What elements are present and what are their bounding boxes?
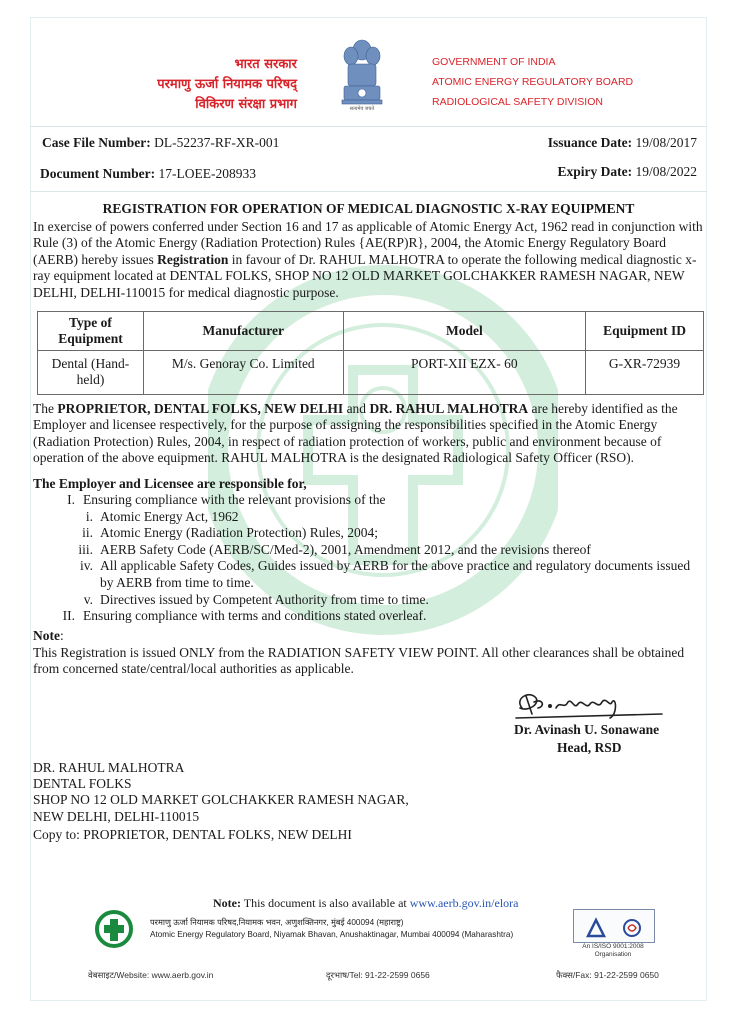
sub-list-text: Directives issued by Competent Authority from time to time. bbox=[100, 591, 429, 607]
cell-type: Dental (Hand-held) bbox=[38, 351, 144, 395]
address-line: DENTAL FOLKS bbox=[33, 776, 132, 792]
note-label: Note bbox=[33, 628, 60, 643]
footer-note-text: This document is also available at bbox=[240, 896, 410, 910]
iso-caption-line: An IS/ISO 9001:2008 bbox=[582, 943, 644, 950]
iso-certification-badge bbox=[573, 909, 655, 943]
note-text: This Registration is issued ONLY from the RADIATION SAFETY VIEW POINT. All other clearances shall be obtained from concerned state/central/local authorities as applicable. bbox=[33, 645, 685, 677]
issuance-date bbox=[548, 135, 697, 151]
expiry-date-label: Expiry Date: bbox=[557, 164, 633, 179]
english-line-board: ATOMIC ENERGY REGULATORY BOARD bbox=[432, 76, 634, 88]
case-file-value: DL-52237-RF-XR-001 bbox=[154, 135, 280, 150]
signatory-name: Dr. Avinash U. Sonawane bbox=[514, 722, 660, 737]
list-number: II. bbox=[62, 608, 75, 624]
ident-employer: PROPRIETOR, DENTAL FOLKS, NEW DELHI bbox=[57, 401, 344, 416]
emblem-motto: सत्यमेव जयते bbox=[349, 106, 375, 112]
issuance-date-value: 19/08/2017 bbox=[635, 135, 697, 150]
english-line-govt: GOVERNMENT OF INDIA bbox=[432, 56, 556, 68]
signatory-title: Head, RSD bbox=[557, 740, 622, 755]
note-heading bbox=[33, 628, 64, 644]
list-text: Ensuring compliance with the relevant provisions of the bbox=[83, 492, 386, 507]
footer-telephone: दूरभाष/Tel: 91-22-2599 0656 bbox=[326, 970, 430, 980]
elora-link[interactable]: www.aerb.gov.in/elora bbox=[409, 896, 519, 910]
sub-list-number: v. bbox=[83, 591, 93, 607]
col-header-equipment-id: Equipment ID bbox=[586, 312, 704, 351]
cell-manufacturer: M/s. Genoray Co. Limited bbox=[143, 351, 343, 395]
document-number-value: 17-LOEE-208933 bbox=[158, 166, 256, 181]
signature-icon bbox=[512, 688, 672, 724]
sub-list-text: Atomic Energy Act, 1962 bbox=[100, 508, 239, 524]
document-number bbox=[40, 166, 256, 182]
hindi-line-division: विकिरण संरक्षा प्रभाग bbox=[195, 97, 297, 112]
sub-list-number: iii. bbox=[78, 541, 93, 557]
document-number-label: Document Number: bbox=[40, 166, 156, 181]
cell-model: PORT-XII EZX- 60 bbox=[343, 351, 585, 395]
sub-list-item bbox=[33, 525, 705, 542]
intro-text-1: In exercise of powers conferred under Section 16 and 17 as applicable of Atomic Energy Act, 1962 read in conjunction with Rule (3) of the Atomic Energy (Radiation Protection) Rules {AE(RP)R}, 2004, the Atomic Energy Regulatory Board (AERB) hereby issues bbox=[33, 219, 703, 267]
table-header-row bbox=[38, 312, 704, 351]
expiry-date-value: 19/08/2022 bbox=[635, 164, 697, 179]
col-header-model: Model bbox=[343, 312, 585, 351]
iso-caption-line: Organisation bbox=[594, 951, 632, 958]
hindi-header bbox=[157, 55, 297, 115]
intro-bold-registration: Registration bbox=[157, 251, 229, 267]
iso-logos-icon bbox=[574, 910, 654, 942]
table-row bbox=[38, 351, 704, 395]
intro-paragraph bbox=[33, 219, 705, 301]
footer-note bbox=[213, 896, 518, 911]
footer-fax: फैक्स/Fax: 91-22-2599 0650 bbox=[556, 970, 659, 980]
sub-list-item bbox=[33, 558, 705, 591]
col-header-manufacturer: Manufacturer bbox=[143, 312, 343, 351]
footer-address bbox=[150, 917, 513, 941]
page-title: REGISTRATION FOR OPERATION OF MEDICAL DIAGNOSTIC X-RAY EQUIPMENT bbox=[102, 201, 635, 216]
equipment-table bbox=[37, 311, 704, 395]
hindi-line-board: परमाणु ऊर्जा नियामक परिषद् bbox=[157, 77, 297, 92]
list-item bbox=[33, 492, 705, 509]
intro-text-2: in favour of Dr. RAHUL MALHOTRA to operate the following medical diagnostic x-ray equipment located at DENTAL FOLKS, SHOP NO 12 OLD MARKET GOLCHAKKER RAMESH NAGAR, NEW DELHI, DELHI-110015 for medical diagnostic purpose. bbox=[33, 251, 697, 300]
sub-list-number: i. bbox=[85, 508, 93, 524]
sub-list-text: AERB Safety Code (AERB/SC/Med-2), 2001, Amendment 2012, and the revisions thereof bbox=[100, 541, 591, 557]
recipient-address bbox=[33, 760, 409, 825]
sub-list-item bbox=[33, 509, 705, 526]
national-emblem-icon bbox=[338, 36, 386, 116]
col-header-type: Type of Equipment bbox=[38, 312, 144, 351]
expiry-date bbox=[557, 164, 697, 180]
footer-address-english: Atomic Energy Regulatory Board, Niyamak Bhavan, Anushaktinagar, Mumbai 400094 (Maharashtra) bbox=[150, 930, 514, 939]
meta-divider bbox=[30, 191, 707, 192]
aerb-logo-icon bbox=[95, 910, 133, 948]
address-line: DR. RAHUL MALHOTRA bbox=[33, 760, 185, 775]
ident-text-3: are hereby identified as the Employer and licensee respectively, for the purpose of assigning the responsibilities specified in the Atomic Energy (Radiation Protection) Rules, 2004, in respect of radiation protection of workers, public and environment because of operation of the above equipment. RAHUL MALHOTRA is the designated Radiological Safety Officer (RSO). bbox=[33, 401, 678, 466]
footer-address-hindi: परमाणु ऊर्जा नियामक परिषद,नियामक भवन, अणुशक्तिनगर, मुंबई 400094 (महाराष्ट्र) bbox=[150, 918, 404, 927]
footer-note-label: Note: bbox=[213, 896, 241, 910]
english-line-division: RADIOLOGICAL SAFETY DIVISION bbox=[432, 96, 603, 108]
list-text: Ensuring compliance with terms and conditions stated overleaf. bbox=[83, 608, 427, 624]
responsibilities-heading: The Employer and Licensee are responsible for, bbox=[33, 476, 307, 491]
list-number: I. bbox=[67, 492, 75, 507]
english-header bbox=[432, 52, 633, 112]
identification-paragraph bbox=[33, 401, 705, 467]
sub-list-number: ii. bbox=[82, 525, 93, 541]
sub-list-number: iv. bbox=[80, 558, 93, 574]
ident-licensee: DR. RAHUL MALHOTRA bbox=[369, 401, 529, 416]
list-item bbox=[33, 608, 705, 625]
ident-text-1: The bbox=[33, 401, 58, 416]
header-divider bbox=[30, 126, 707, 127]
address-line: NEW DELHI, DELHI-110015 bbox=[33, 808, 200, 824]
copy-to: Copy to: PROPRIETOR, DENTAL FOLKS, NEW DELHI bbox=[33, 827, 352, 842]
address-line: SHOP NO 12 OLD MARKET GOLCHAKKER RAMESH NAGAR, bbox=[33, 792, 409, 808]
note-colon: : bbox=[60, 628, 64, 643]
sub-list-text: All applicable Safety Codes, Guides issued by AERB for the above practice and regulatory documents issued by AERB from time to time. bbox=[100, 558, 691, 590]
case-file-number bbox=[42, 135, 279, 151]
footer-website[interactable]: वेबसाइट/Website: www.aerb.gov.in bbox=[88, 970, 214, 980]
sub-list-item bbox=[33, 542, 705, 559]
iso-caption bbox=[573, 943, 653, 959]
sub-list-text: Atomic Energy (Radiation Protection) Rules, 2004; bbox=[100, 525, 378, 541]
issuance-date-label: Issuance Date: bbox=[547, 135, 633, 150]
sub-list-item bbox=[33, 592, 705, 609]
cell-equipment-id: G-XR-72939 bbox=[586, 351, 704, 395]
hindi-line-govt: भारत सरकार bbox=[234, 57, 297, 72]
ident-text-2: and bbox=[343, 401, 370, 416]
case-file-label: Case File Number: bbox=[42, 135, 151, 150]
responsibilities-list bbox=[33, 492, 705, 625]
